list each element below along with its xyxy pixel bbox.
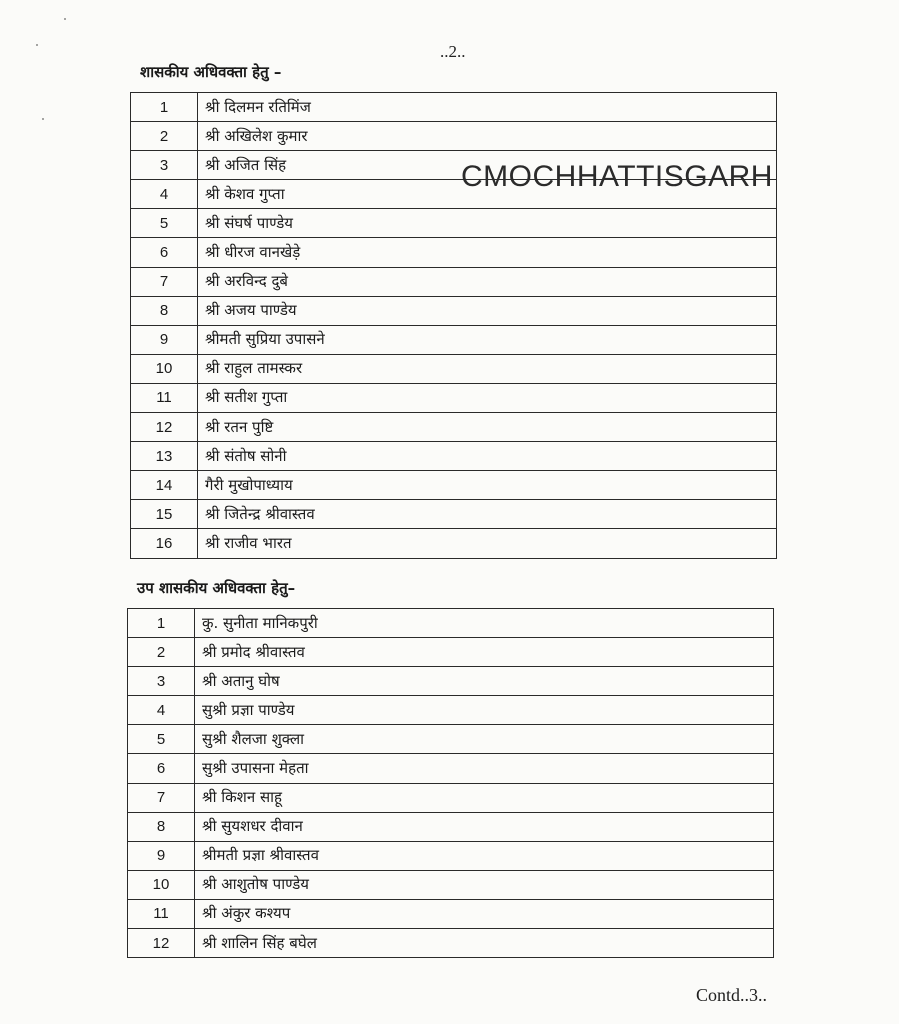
table-row xyxy=(131,442,777,471)
section-heading-deputy-government-advocate: उप शासकीय अधिवक्ता हेतु– xyxy=(137,579,296,597)
row-number: 6 xyxy=(128,754,195,783)
advocate-name: श्री शालिन सिंह बघेल xyxy=(195,929,774,958)
advocate-name: श्री अजित सिंह xyxy=(198,151,777,180)
advocate-name: श्री दिलमन रतिमिंज xyxy=(198,93,777,122)
row-number: 9 xyxy=(131,325,198,354)
row-number: 8 xyxy=(131,296,198,325)
advocate-name: सुश्री प्रज्ञा पाण्डेय xyxy=(195,696,774,725)
advocate-name: गैरी मुखोपाध्याय xyxy=(198,471,777,500)
row-number: 11 xyxy=(128,899,195,928)
advocate-name: श्री धीरज वानखेड़े xyxy=(198,238,777,267)
row-number: 8 xyxy=(128,812,195,841)
table-row xyxy=(128,870,774,899)
advocate-name: श्री सुयशधर दीवान xyxy=(195,812,774,841)
advocate-name: श्री राजीव भारत xyxy=(198,529,777,558)
table-row xyxy=(131,209,777,238)
advocate-name: श्री रतन पुष्टि xyxy=(198,413,777,442)
row-number: 10 xyxy=(128,870,195,899)
table-row xyxy=(128,754,774,783)
row-number: 5 xyxy=(131,209,198,238)
page-number: ..2.. xyxy=(440,42,466,61)
table-row xyxy=(131,267,777,296)
advocate-name: सुश्री उपासना मेहता xyxy=(195,754,774,783)
row-number: 12 xyxy=(128,929,195,958)
table-row xyxy=(128,812,774,841)
scan-speck xyxy=(36,44,38,46)
advocate-name: श्री आशुतोष पाण्डेय xyxy=(195,870,774,899)
advocate-name: श्री संतोष सोनी xyxy=(198,442,777,471)
row-number: 2 xyxy=(128,638,195,667)
row-number: 10 xyxy=(131,354,198,383)
row-number: 6 xyxy=(131,238,198,267)
row-number: 2 xyxy=(131,122,198,151)
row-number: 15 xyxy=(131,500,198,529)
table-row xyxy=(128,609,774,638)
advocate-name: सुश्री शैलजा शुक्ला xyxy=(195,725,774,754)
advocate-name: श्री किशन साहू xyxy=(195,783,774,812)
table-row xyxy=(131,383,777,412)
table-row xyxy=(131,122,777,151)
row-number: 14 xyxy=(131,471,198,500)
table-row xyxy=(131,354,777,383)
advocate-name: श्री सतीश गुप्ता xyxy=(198,383,777,412)
table-row xyxy=(131,529,777,558)
table-row xyxy=(131,413,777,442)
table-row xyxy=(128,899,774,928)
row-number: 1 xyxy=(128,609,195,638)
table-row xyxy=(131,296,777,325)
advocate-name: श्रीमती सुप्रिया उपासने xyxy=(198,325,777,354)
row-number: 4 xyxy=(128,696,195,725)
row-number: 3 xyxy=(131,151,198,180)
row-number: 7 xyxy=(131,267,198,296)
row-number: 7 xyxy=(128,783,195,812)
advocate-name: श्री जितेन्द्र श्रीवास्तव xyxy=(198,500,777,529)
advocate-name: श्रीमती प्रज्ञा श्रीवास्तव xyxy=(195,841,774,870)
row-number: 4 xyxy=(131,180,198,209)
continuation-note: Contd..3.. xyxy=(696,985,768,1005)
advocate-name: श्री अंकुर कश्यप xyxy=(195,899,774,928)
row-number: 1 xyxy=(131,93,198,122)
advocate-name: श्री राहुल तामस्कर xyxy=(198,354,777,383)
advocate-name: श्री अरविन्द दुबे xyxy=(198,267,777,296)
advocate-name: श्री अजय पाण्डेय xyxy=(198,296,777,325)
deputy-government-advocate-table xyxy=(127,608,774,958)
row-number: 13 xyxy=(131,442,198,471)
table-row xyxy=(128,696,774,725)
advocate-name: श्री केशव गुप्ता xyxy=(198,180,777,209)
watermark: CMOCHHATTISGARH xyxy=(461,160,773,193)
table-row xyxy=(128,783,774,812)
advocate-name: श्री प्रमोद श्रीवास्तव xyxy=(195,638,774,667)
table-row xyxy=(128,841,774,870)
table-row xyxy=(128,929,774,958)
table-row xyxy=(128,667,774,696)
table-row xyxy=(131,500,777,529)
table-row xyxy=(128,725,774,754)
table-row xyxy=(128,638,774,667)
advocate-name: श्री अखिलेश कुमार xyxy=(198,122,777,151)
table-row xyxy=(131,238,777,267)
row-number: 11 xyxy=(131,383,198,412)
section-heading-government-advocate: शासकीय अधिवक्ता हेतु – xyxy=(140,63,282,81)
advocate-name: श्री संघर्ष पाण्डेय xyxy=(198,209,777,238)
advocate-name: श्री अतानु घोष xyxy=(195,667,774,696)
scan-speck xyxy=(64,18,66,20)
table-row xyxy=(131,93,777,122)
scan-speck xyxy=(42,118,44,120)
row-number: 3 xyxy=(128,667,195,696)
table-row xyxy=(131,325,777,354)
row-number: 5 xyxy=(128,725,195,754)
row-number: 16 xyxy=(131,529,198,558)
advocate-name: कु. सुनीता मानिकपुरी xyxy=(195,609,774,638)
row-number: 12 xyxy=(131,413,198,442)
row-number: 9 xyxy=(128,841,195,870)
table-row xyxy=(131,471,777,500)
